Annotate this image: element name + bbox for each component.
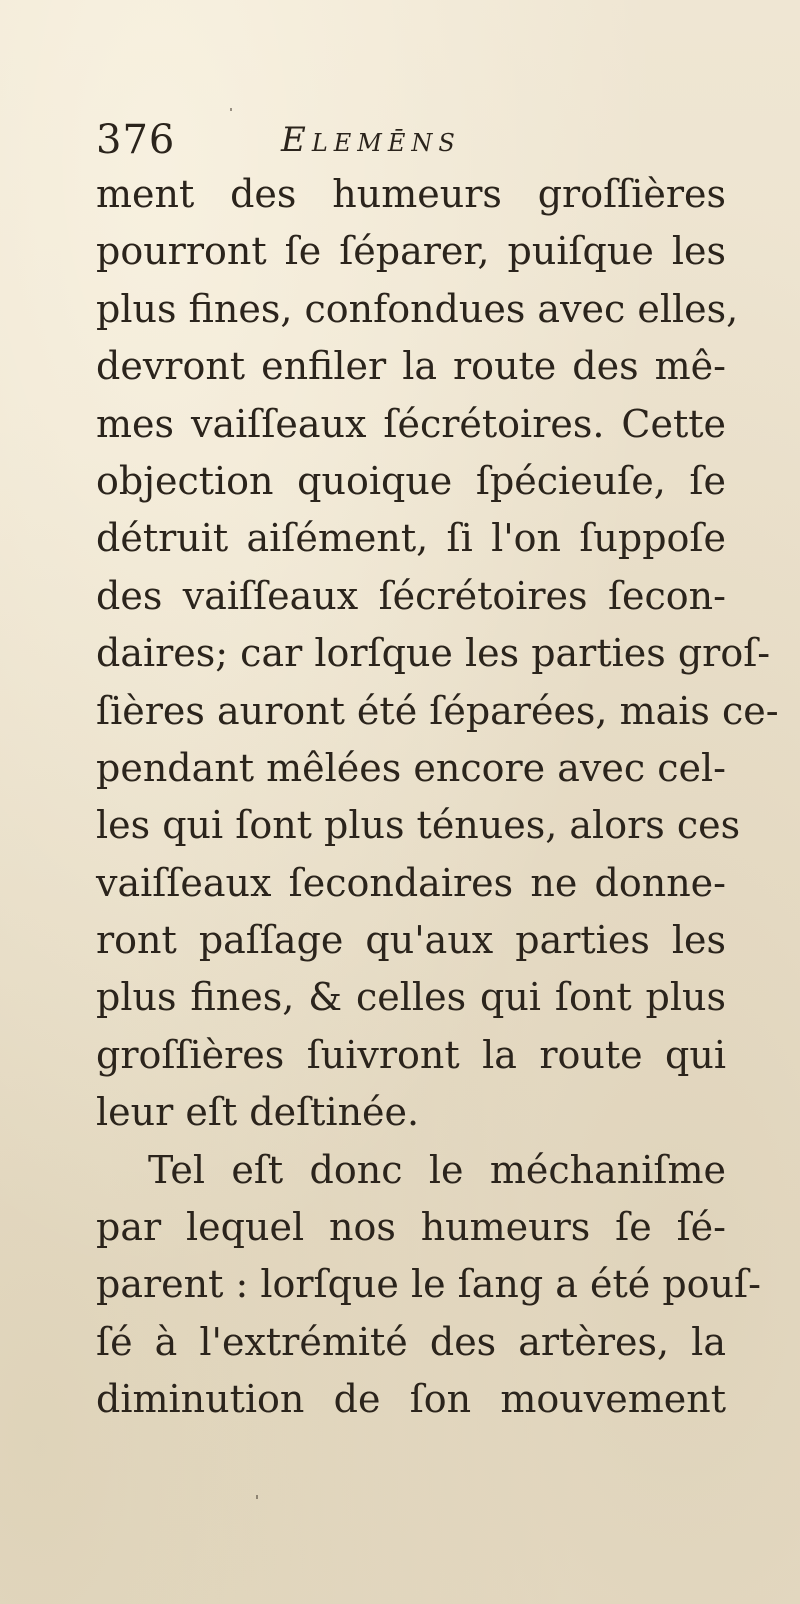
text-line: plus fines, confondues avec elles, <box>96 286 739 331</box>
text-line: par lequel nos humeurs ſe ſé- <box>96 1205 726 1250</box>
text-line: groſſières ſuivront la route qui <box>96 1032 726 1077</box>
running-head <box>96 115 716 165</box>
text-line: ſé à l'extrémité des artères, la <box>96 1319 726 1364</box>
running-title: Elemēns <box>281 120 461 160</box>
text-line: plus fines, & celles qui ſont plus <box>96 975 726 1020</box>
ink-speck <box>256 1495 258 1499</box>
text-line: diminution de ſon mouvement <box>96 1377 726 1422</box>
text-line: pendant mêlées encore avec cel- <box>96 745 726 790</box>
text-line: pourront ſe ſéparer, puiſque les <box>96 229 726 274</box>
paragraph <box>96 1142 761 1429</box>
text-line: parent : lorſque le ſang a été pouſ- <box>96 1262 761 1307</box>
text-line: ment des humeurs groſſières <box>96 172 726 216</box>
body-text <box>96 166 779 1429</box>
text-line: détruit aiſément, ſi l'on ſuppoſe <box>96 516 726 561</box>
text-line: daires; car lorſque les parties groſ- <box>96 631 771 676</box>
text-line: leur eſt deſtinée. <box>96 1090 420 1135</box>
text-line: mes vaiſſeaux ſécrétoires. Cette <box>96 401 726 446</box>
text-line: objection quoique ſpécieuſe, ſe <box>96 458 726 503</box>
ink-speck <box>230 108 232 111</box>
text-line: devront enfiler la route des mê- <box>96 344 726 389</box>
text-line: Tel eſt donc le méchaniſme <box>148 1147 726 1192</box>
page-number: 376 <box>96 117 176 163</box>
text-line: ſières auront été ſéparées, mais ce- <box>96 688 779 733</box>
paragraph <box>96 166 779 1142</box>
text-line: ront paſſage qu'aux parties les <box>96 918 726 963</box>
text-line: les qui ſont plus ténues, alors ces <box>96 803 741 848</box>
text-line: des vaiſſeaux ſécrétoires ſecon- <box>96 573 726 618</box>
text-line: vaiſſeaux ſecondaires ne donne- <box>96 860 726 905</box>
